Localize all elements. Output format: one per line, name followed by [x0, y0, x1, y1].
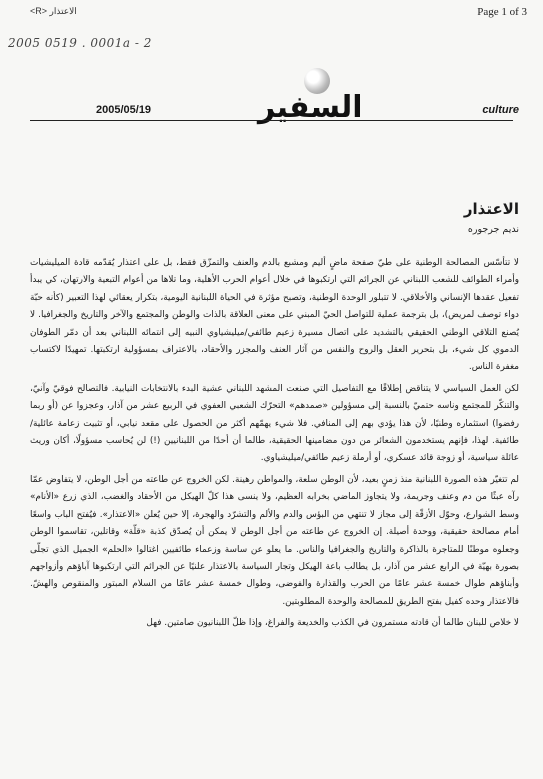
page-number: Page 1 of 3 [477, 6, 527, 18]
handwritten-note: 2005 0519 . 0001a - 2 [8, 36, 152, 50]
article-paragraph: لم تتغيّر هذه الصورة اللبنانية منذ زمنٍ بعيد، لأن الوطن سلعة، والمواطن رهينة. لكن الخروج عن طاعته من أجل الوطن، لا يتفاوض عمّا رآه عبثًا من دم وعنف وجريمة، ولا يتجاوز الماضي بخرابه العظيم، ولا ينسى هذا كلّ الهيكل من الأحقاد والغضب، الذي زرع «الأنام» وسط الشوارع، وحوّل الأزقّة إلى مجاز لا تنتهي من البؤس والدم والألم والتشرّد والهجرة، إلا حين يُعلن «الاعتذار». فيُفتح الباب واسعًا أمام مصالحة حقيقية، ووحدة أصيلة. إن الخروج عن طاعته من أجل الوطن لا يمكن أن يُصدّق كذبة «قلّة» وقاتلين، تقاسموا الوطن وجعلوه موطنًا للمتاجرة بالذاكرة والتاريخ والجغرافيا والناس. ما يعلو عن ساسة وزعماء طائفيين اغتالوا «الحلم» الجميل الذي تجلّى بصورة بهيّة في الرابع عشر من آذار، بل يطالب باعة الهيكل وتجار السياسة بالاعتذار علنيًا عن الجرائم التي ارتكبوها آباؤهم وأزواجهم وأبناؤهم طوال خمسة عشر عامًا من الحرب والقذارة والفوضى، وطوال خمسة عشر عامًا من السلام المبتور والمنقوص والهشّ. فالاعتذار وحده كفيل بفتح الطريق للمصالحة والوحدة المطلوبتين. [30, 474, 519, 607]
article-paragraph: لا تتأسّس المصالحة الوطنية على طيّ صفحة ماضٍ أليم ومشبع بالدم والعنف والتمزّق فقط، بل على اعتذار يُقدّمه قادة الميليشيات وأمراء الطوائف للشعب اللبناني عن الجرائم التي ارتكبوها في خلال أعوام الحرب الأهلية، وما تلاها من أعوام التبعية والارتهان، كي يبدأ تفعيل عقدها الإنساني والأخلاقي. لا تتبلور الوحدة الوطنية، وتصبح مؤثرة في الحياة اللبنانية اليومية، بتكرار يعقائي لهذا التعبير (كأنه حبّة دواء توصف لمريض)، بل بترجمة عملية للتواصل الحيّ المبني على معنى العلاقة بالذات والوطن والمجتمع والآخر والتاريخ والجغرافيا. لا يُصنع التلاقي الوطني الحقيقي بالتشديد على اتصال مسيرة زعيم طائفي/ميليشياوي النبيه إلى انتمائه اللبناني بعد أن دمّر الطوفان الدموي كل شيء، بل بتحرير العقل والروح والنفس من آثار العنف والمجزر والأحقاد، بالاعتراف بمسؤولية ارتكبتها. تمهيدًا لاكتساب مغفرة الناس. [30, 258, 519, 373]
newspaper-masthead [0, 60, 543, 130]
article-title: الاعتذار [463, 200, 519, 218]
section-label: culture [482, 104, 519, 116]
masthead-divider [30, 120, 513, 121]
article-paragraph: لا خلاص للبنان طالما أن قادته مستمرون في الكذب والخديعة والفراغ، وإذا ظلّ اللبنانيون صامتين. فهل [146, 618, 519, 629]
newspaper-logo: السفير [258, 90, 363, 125]
article-byline: نديم جرجوره [467, 224, 519, 235]
print-header-title: <R> الاعتذار [30, 6, 77, 16]
article-body [30, 255, 519, 633]
article-paragraph: لكن العمل السياسي لا يتناقض إطلاقًا مع التفاصيل التي صنعت المشهد اللبناني عشية البدء بالانتخابات النيابية. فالتصالح فوقيّ وآنيّ، والتنكّر للمجتمع وناسه حتميّ بالنسبة إلى مسؤولين «صمدهم» التحرّك الشعبي العفوي في الربيع عشر من آذار، وعجزوا عن (أو ربما رفضوا) استثماره وطنيًا، لأن هذا يؤدي بهم إلى المنافي. فلا شيء يهمّهم أكثر من الحصول على مقعد نيابي، أو تثبيت زعامة عائلية/طائفية. لهذا، فإنهم يستخدمون الشعائر من دون مضامينها الحقيقية، طالما أن أحدًا من اللبنانيين (!) لن يُحاسب مسؤولًا، أكان وريث عائلة سياسية، أو زوجة قائد عسكري، أو أرملة زعيم طائفي/ميليشياوي. [30, 383, 519, 464]
article [30, 200, 519, 637]
issue-date: 2005/05/19 [96, 104, 152, 116]
